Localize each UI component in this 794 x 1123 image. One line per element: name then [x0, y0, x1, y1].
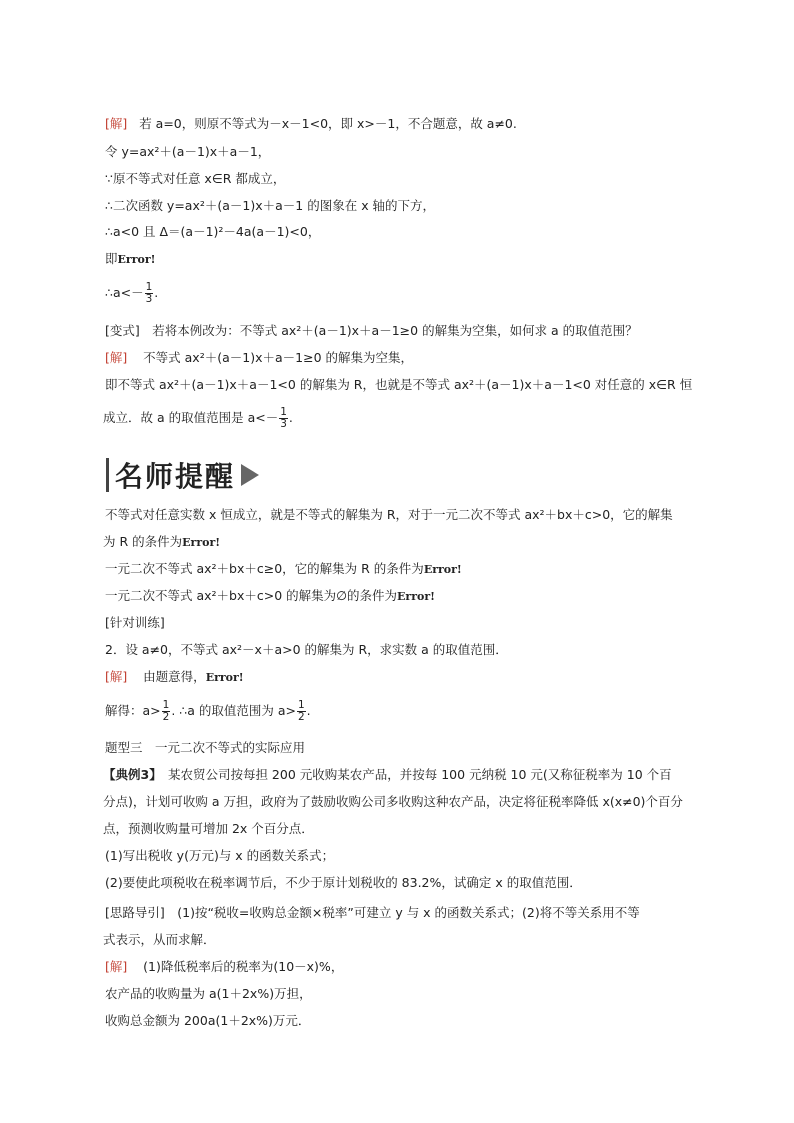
fraction — [297, 700, 306, 723]
text-line-16: [针对训练] — [105, 615, 165, 630]
error-placeholder: Error! — [182, 536, 221, 549]
text-line-30: 收购总金额为 200a(1＋2x%)万元． — [105, 1013, 311, 1028]
solution-tag: [解] — [105, 959, 128, 974]
text-line-29: 农产品的收购量为 a(1＋2x%)万担， — [105, 986, 312, 1001]
text: ∴a<－ — [105, 285, 144, 300]
numerator: 1 — [280, 406, 287, 418]
text-line-3: ∵原不等式对任意 x∈R 都成立， — [105, 171, 286, 186]
text: 一元二次不等式 ax²＋bx＋c≥0，它的解集为 R 的条件为 — [105, 561, 424, 576]
text-line-11 — [103, 407, 293, 430]
text-line-14 — [105, 560, 462, 579]
section-subtitle: 题型三 一元二次不等式的实际应用 — [105, 740, 306, 755]
heading-title: 名师提醒 — [115, 460, 236, 493]
text: 由题意得， — [143, 669, 206, 684]
error-placeholder: Error! — [423, 563, 462, 576]
solution-tag: [解] — [105, 116, 128, 131]
text-line-13 — [103, 533, 220, 552]
solution-line-4 — [105, 958, 343, 976]
triangle-arrow-icon — [241, 464, 259, 486]
denominator: 3 — [280, 418, 287, 430]
error-placeholder: Error! — [397, 590, 435, 603]
text-line-25: (2)要使此项税收在税率调节后，不少于原计划税收的 83.2%，试确定 x 的取值范围． — [105, 875, 582, 890]
fraction — [145, 282, 154, 305]
text: 不等式 ax²＋(a－1)x＋a－1≥0 的解集为空集， — [143, 350, 413, 365]
denominator: 2 — [297, 711, 305, 723]
text: 为 R 的条件为 — [103, 534, 183, 549]
fraction — [279, 407, 288, 430]
numerator: 1 — [145, 281, 153, 293]
text: 即 — [105, 251, 118, 266]
text: 某农贸公司按每担 200 元收购某农产品，并按每 100 元纳税 10 元(又称征税率为 10 个百 — [155, 767, 672, 782]
text-line-7 — [105, 282, 158, 305]
text-line-10: 即不等式 ax²＋(a－1)x＋a－1<0 的解集为 R，也就是不等式 ax²＋(a－1)x＋a－1<0 对任意的 x∈R 恒 — [105, 377, 693, 392]
exercise-line: 2．设 a≠0，不等式 ax²－x＋a>0 的解集为 R，求实数 a 的取值范围． — [105, 642, 508, 657]
text-line-19 — [105, 700, 311, 723]
variant-line: [变式] 若将本例改为：不等式 ax²＋(a－1)x＋a－1≥0 的解集为空集，如何求 a 的取值范围？ — [105, 323, 638, 338]
text: . ∴a 的取值范围为 a> — [171, 703, 296, 718]
text-line-12: 不等式对任意实数 x 恒成立，就是不等式的解集为 R，对于一元二次不等式 ax²＋bx＋c>0，它的解集 — [105, 507, 673, 522]
text: . — [288, 410, 293, 425]
text-line-22: 分点)，计划可收购 a 万担，政府为了鼓励收购公司多收购这种农产品，决定将征税率降低 x(x≠0)个百分 — [103, 794, 683, 809]
heading-bar — [106, 458, 109, 492]
text: (1)降低税率后的税率为(10－x)%， — [143, 959, 344, 974]
hint-line: [思路导引] (1)按“税收=收购总金额×税率”可建立 y 与 x 的函数关系式；(2)将不等关系用不等 — [105, 905, 640, 920]
text-line-2: 令 y=ax²＋(a－1)x＋a－1， — [105, 144, 271, 159]
solution-line-1 — [105, 115, 517, 133]
denominator: 2 — [162, 711, 170, 723]
text-line-6 — [105, 250, 155, 269]
text: 解得：a> — [105, 703, 161, 718]
section-heading — [106, 457, 259, 493]
text: 成立．故 a 的取值范围是 a<－ — [103, 410, 279, 425]
denominator: 3 — [145, 293, 153, 305]
text: . — [154, 285, 159, 300]
numerator: 1 — [162, 699, 170, 711]
text-line-24: (1)写出税收 y(万元)与 x 的函数关系式； — [105, 848, 335, 863]
example-line — [103, 766, 672, 784]
text-line-23: 点，预测收购量可增加 2x 个百分点． — [103, 821, 314, 836]
solution-line-2 — [105, 349, 413, 367]
error-placeholder: Error! — [117, 253, 156, 266]
solution-tag: [解] — [105, 669, 128, 684]
text-line-4: ∴二次函数 y=ax²＋(a－1)x＋a－1 的图象在 x 轴的下方， — [105, 198, 436, 213]
text: 一元二次不等式 ax²＋bx＋c>0 的解集为∅的条件为 — [105, 588, 398, 603]
numerator: 1 — [297, 699, 305, 711]
example-tag: 【典例3】 — [103, 767, 156, 782]
solution-tag: [解] — [105, 350, 128, 365]
text-line-5: ∴a<0 且 Δ＝(a－1)²－4a(a－1)<0， — [105, 224, 321, 239]
text-line-27: 式表示，从而求解． — [103, 932, 216, 947]
solution-line-3 — [105, 668, 244, 687]
text: 若 a=0，则原不等式为－x－1<0，即 x>－1，不合题意，故 a≠0. — [139, 116, 517, 131]
fraction — [162, 700, 171, 723]
text: . — [306, 703, 311, 718]
error-placeholder: Error! — [205, 671, 244, 684]
text-line-15 — [105, 587, 435, 606]
